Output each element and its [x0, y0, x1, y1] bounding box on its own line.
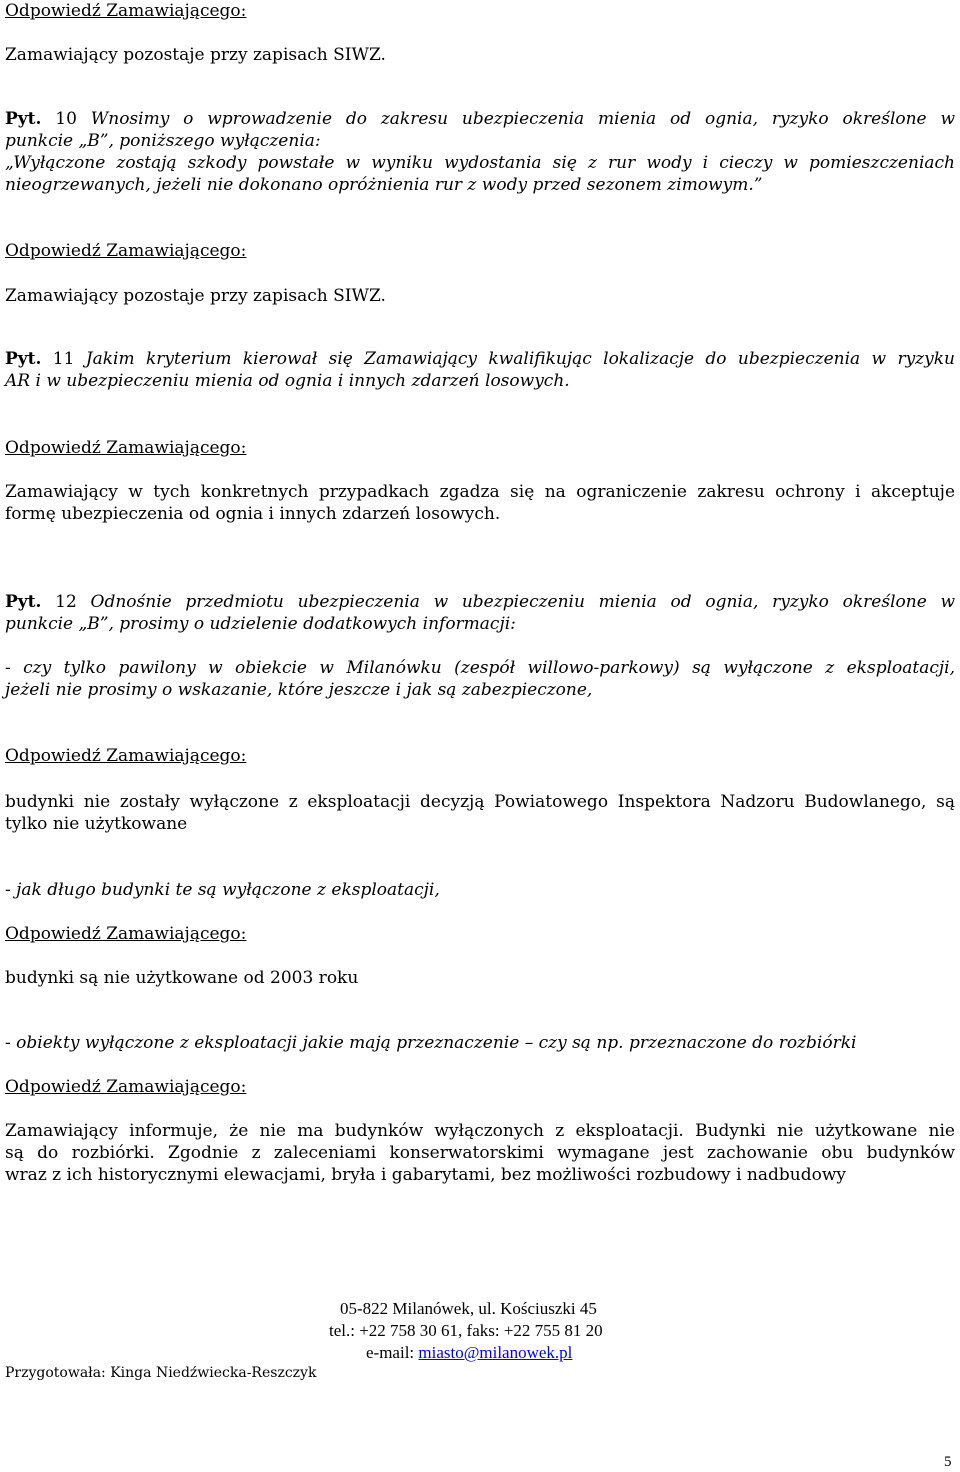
- answer-label: Odpowiedź Zamawiającego:: [5, 438, 247, 458]
- question-number: 10: [55, 109, 77, 129]
- sub-answer-1-line-1: budynki nie zostały wyłączone z eksploatacji decyzją Powiatowego Inspektora Nadzoru Budowlanego, są: [5, 792, 955, 812]
- question-10-line-4: nieogrzewanych, jeżeli nie dokonano opróżnienia rur z wody przed sezonem zimowym.”: [5, 175, 763, 195]
- answer-text: Zamawiający pozostaje przy zapisach SIWZ.: [5, 286, 386, 306]
- footer-email-line: [366, 1342, 572, 1364]
- footer-phone: tel.: +22 758 30 61, faks: +22 755 81 20: [329, 1321, 603, 1340]
- question-11-line-1: [5, 348, 955, 370]
- answer-label: Odpowiedź Zamawiającego:: [5, 746, 247, 766]
- sub-answer-1-line-2: tylko nie użytkowane: [5, 814, 188, 834]
- question-12-line-2: punkcie „B”, prosimy o udzielenie dodatkowych informacji:: [5, 614, 516, 634]
- sub-question-3: - obiekty wyłączone z eksploatacji jakie mają przeznaczenie – czy są np. przeznaczone do rozbiórki: [5, 1033, 857, 1053]
- answer-label: Odpowiedź Zamawiającego:: [5, 1, 247, 21]
- question-10-line-3: „Wyłączone zostają szkody powstałe w wyniku wydostania się z rur wody i cieczy w pomieszczeniach: [5, 153, 955, 173]
- answer-text: Zamawiający pozostaje przy zapisach SIWZ.: [5, 45, 386, 65]
- sub-answer-3-line-1: Zamawiający informuje, że nie ma budynków wyłączonych z eksploatacji. Budynki nie użytkowane nie: [5, 1121, 955, 1141]
- footer-email-link[interactable]: miasto@milanowek.pl: [418, 1343, 573, 1362]
- question-text: Wnosimy o wprowadzenie do zakresu ubezpieczenia mienia od ognia, ryzyko określone w: [90, 109, 956, 129]
- question-text: Jakim kryterium kierował się Zamawiający kwalifikując lokalizacje do ubezpieczenia w ryzyku: [85, 349, 955, 369]
- question-number: 11: [52, 349, 75, 369]
- question-text: Odnośnie przedmiotu ubezpieczenia w ubezpieczeniu mienia od ognia, ryzyko określone w: [90, 592, 956, 612]
- question-prefix: Pyt.: [5, 592, 42, 612]
- answer-label: Odpowiedź Zamawiającego:: [5, 924, 247, 944]
- sub-question-1-line-1: - czy tylko pawilony w obiekcie w Milanówku (zespół willowo-parkowy) są wyłączone z eksploatacji,: [5, 658, 955, 678]
- footer-address: 05-822 Milanówek, ul. Kościuszki 45: [340, 1299, 597, 1318]
- question-11-line-2: AR i w ubezpieczeniu mienia od ognia i innych zdarzeń losowych.: [5, 371, 570, 391]
- sub-question-2: - jak długo budynki te są wyłączone z eksploatacji,: [5, 880, 440, 900]
- page-number: 5: [944, 1454, 952, 1470]
- question-10-line-2: punkcie „B”, poniższego wyłączenia:: [5, 131, 321, 151]
- answer-11-line-2: formę ubezpieczenia od ognia i innych zdarzeń losowych.: [5, 504, 501, 524]
- footer-email-label: e-mail:: [366, 1343, 415, 1362]
- answer-label: Odpowiedź Zamawiającego:: [5, 1077, 247, 1097]
- question-prefix: Pyt.: [5, 109, 42, 129]
- question-prefix: Pyt.: [5, 349, 42, 369]
- answer-11-line-1: Zamawiający w tych konkretnych przypadkach zgadza się na ograniczenie zakresu ochrony i akceptuje: [5, 482, 955, 502]
- answer-label: Odpowiedź Zamawiającego:: [5, 241, 247, 261]
- sub-answer-2: budynki są nie użytkowane od 2003 roku: [5, 968, 359, 988]
- question-number: 12: [55, 592, 77, 612]
- question-10-line-1: [5, 108, 955, 130]
- sub-answer-3-line-3: wraz z ich historycznymi elewacjami, bryła i gabarytami, bez możliwości rozbudowy i nadbudowy: [5, 1165, 846, 1185]
- prepared-by: Przygotowała: Kinga Niedźwiecka-Reszczyk: [5, 1365, 317, 1381]
- sub-answer-3-line-2: są do rozbiórki. Zgodnie z zaleceniami konserwatorskimi wymagane jest zachowanie obu budynków: [5, 1143, 955, 1163]
- sub-question-1-line-2: jeżeli nie prosimy o wskazanie, które jeszcze i jak są zabezpieczone,: [5, 680, 593, 700]
- question-12-line-1: [5, 591, 955, 613]
